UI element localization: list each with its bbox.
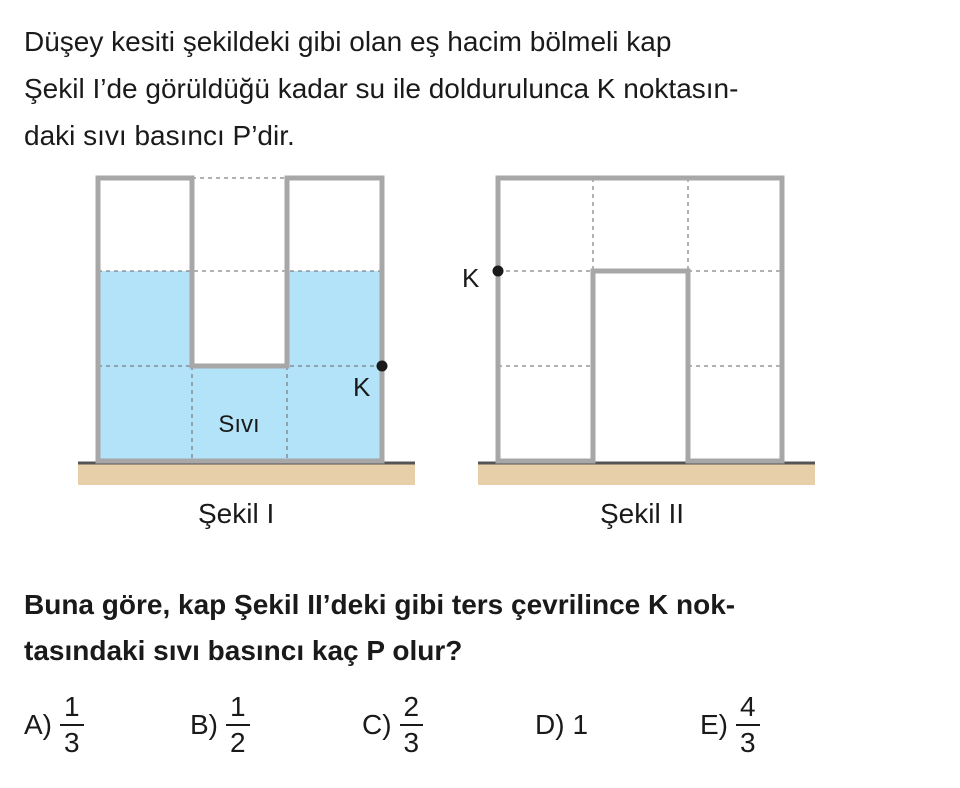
statement-line-3: daki sıvı basıncı P’dir.	[24, 120, 295, 151]
choice-b-numerator: 1	[226, 692, 250, 726]
caption-figure-2: Şekil II	[600, 498, 685, 529]
statement-line-2: Şekil I’de görüldüğü kadar su ile doldurulunca K noktasın-	[24, 73, 739, 104]
choice-b[interactable]	[190, 690, 250, 760]
choice-e-label: E)	[700, 709, 728, 740]
question	[24, 582, 924, 674]
choice-a-numerator: 1	[60, 692, 84, 726]
choice-c-fraction	[400, 692, 424, 758]
choice-a[interactable]	[24, 690, 84, 760]
figure-1	[78, 178, 415, 485]
ground-1	[78, 463, 415, 485]
choice-a-label: A)	[24, 709, 52, 740]
choice-e[interactable]	[700, 690, 760, 760]
choice-c-denominator: 3	[403, 727, 420, 758]
container-wall-2	[498, 178, 782, 461]
choice-e-numerator: 4	[736, 692, 760, 726]
choice-d[interactable]	[535, 690, 588, 760]
choice-b-label: B)	[190, 709, 218, 740]
choice-e-denominator: 3	[740, 727, 756, 758]
ground-2	[478, 463, 815, 485]
point-k-2	[493, 266, 504, 277]
choice-c[interactable]	[362, 690, 423, 760]
liquid-label: Sıvı	[218, 411, 260, 438]
choice-a-fraction	[60, 692, 84, 758]
choice-a-denominator: 3	[64, 727, 80, 758]
question-line-2: tasındaki sıvı basıncı kaç P olur?	[24, 635, 463, 666]
figure-2	[462, 178, 815, 485]
point-k-1	[377, 361, 388, 372]
statement-line-1: Düşey kesiti şekildeki gibi olan eş hacim bölmeli kap	[24, 26, 672, 57]
choice-b-denominator: 2	[230, 727, 246, 758]
question-line-1: Buna göre, kap Şekil II’deki gibi ters çevrilince K nok-	[24, 589, 736, 620]
choice-d-label: D)	[535, 709, 565, 740]
choice-c-numerator: 2	[400, 692, 424, 726]
point-k-label-2: K	[462, 263, 480, 293]
choice-c-label: C)	[362, 709, 392, 740]
choice-e-fraction	[736, 692, 760, 758]
point-k-label-1: K	[353, 372, 371, 402]
caption-figure-1: Şekil I	[198, 498, 275, 529]
choice-d-value: 1	[572, 709, 589, 740]
choice-b-fraction	[226, 692, 250, 758]
